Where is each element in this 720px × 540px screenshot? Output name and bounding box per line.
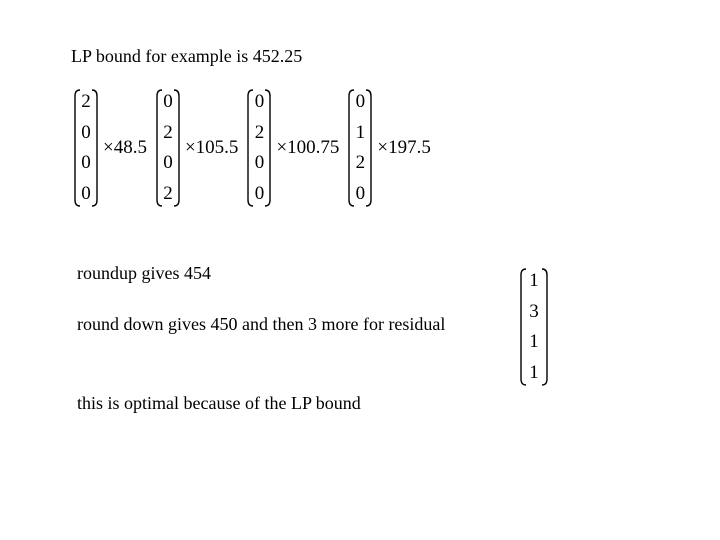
vector-entry: 0 xyxy=(254,182,265,204)
multiplier: ×100.75 xyxy=(276,137,340,158)
solution-vector xyxy=(520,266,548,388)
vector-entry: 3 xyxy=(529,300,539,322)
optimal-text: this is optimal because of the LP bound xyxy=(77,393,361,413)
vector-entry: 0 xyxy=(355,91,366,112)
column-vector xyxy=(247,87,271,209)
vector-entry: 2 xyxy=(355,152,366,173)
vector-entry: 0 xyxy=(163,152,173,173)
vector-entry: 0 xyxy=(81,152,91,173)
column-vector xyxy=(348,87,372,209)
column-vector xyxy=(74,87,98,209)
column-vector xyxy=(156,87,180,209)
lp-solution-expression xyxy=(74,87,440,209)
lp-term xyxy=(247,87,348,209)
vector-entry: 0 xyxy=(163,91,173,112)
vector-entry: 1 xyxy=(355,121,366,143)
multiplier: ×48.5 xyxy=(103,137,147,158)
lp-term xyxy=(74,87,156,209)
vector-entry: 0 xyxy=(254,91,265,112)
multiplier: ×197.5 xyxy=(377,137,431,158)
multiplier: ×105.5 xyxy=(184,137,239,158)
vector-entry: 2 xyxy=(163,182,173,204)
vector-entry: 0 xyxy=(81,182,91,204)
lp-bound-heading: LP bound for example is 452.25 xyxy=(71,46,303,66)
vector-entry: 0 xyxy=(254,152,265,173)
rounddown-text: round down gives 450 and then 3 more for residual xyxy=(77,314,446,334)
vector-entry: 2 xyxy=(81,91,91,112)
roundup-text: roundup gives 454 xyxy=(77,263,211,283)
lp-term xyxy=(348,87,439,209)
vector-entry: 0 xyxy=(81,121,91,143)
vector-entry: 1 xyxy=(529,331,539,352)
lp-term xyxy=(156,87,247,209)
vector-entry: 1 xyxy=(529,361,539,383)
vector-entry: 2 xyxy=(254,121,265,143)
vector-entry: 1 xyxy=(529,270,539,291)
vector-entry: 2 xyxy=(163,121,173,143)
vector-entry: 0 xyxy=(355,182,366,204)
